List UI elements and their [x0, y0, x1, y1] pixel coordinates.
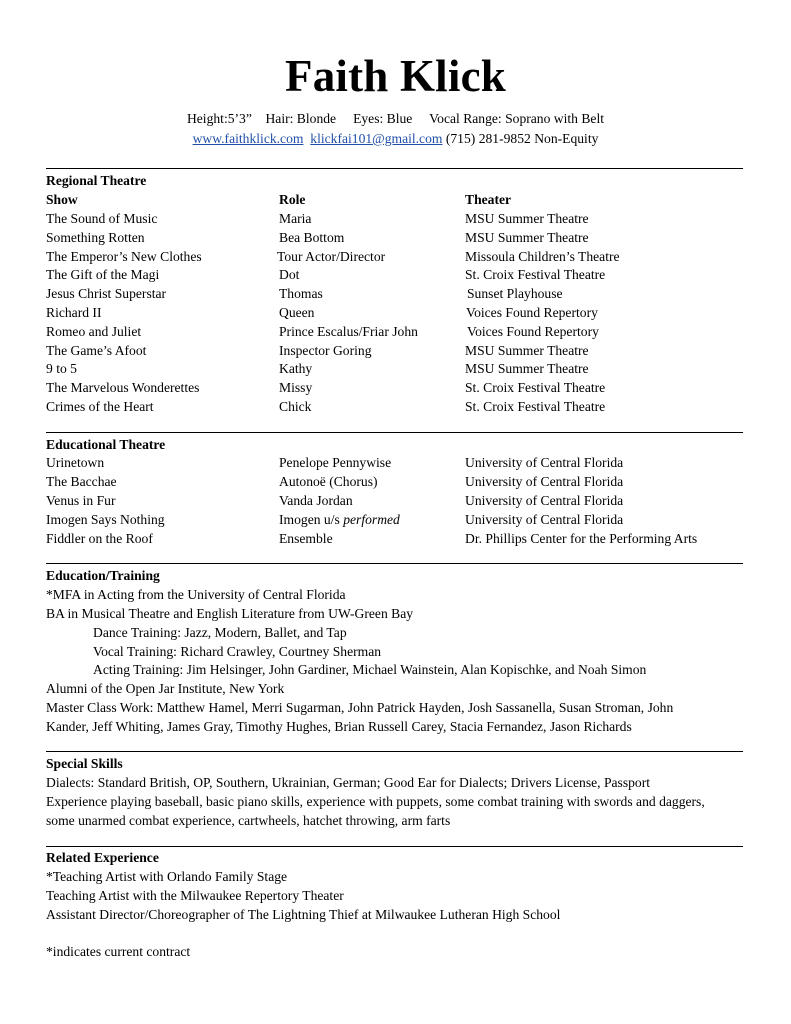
regional-show: Something Rotten: [46, 230, 145, 245]
section-divider: [46, 432, 743, 433]
regional-theater: MSU Summer Theatre: [465, 230, 589, 245]
footnote: *indicates current contract: [46, 944, 191, 959]
phone-union: (715) 281-9852 Non-Equity: [445, 131, 599, 146]
regional-show: Romeo and Juliet: [46, 324, 142, 339]
physical-stats: Height:5’3” Hair: Blonde Eyes: Blue Vocal Range: Soprano with Belt: [186, 111, 605, 126]
performed-note: performed: [343, 512, 400, 527]
educational-role: Imogen u/s: [279, 512, 340, 527]
skills-line: Dialects: Standard British, OP, Southern, Ukrainian, German; Good Ear for Dialects; Drivers License, Passport: [46, 775, 651, 790]
educational-show: Fiddler on the Roof: [46, 531, 153, 546]
section-divider: [46, 563, 743, 564]
col-header-role: Role: [279, 192, 306, 207]
regional-show: Jesus Christ Superstar: [46, 286, 167, 301]
education-line: Alumni of the Open Jar Institute, New York: [46, 681, 285, 696]
education-line: BA in Musical Theatre and English Literature from UW-Green Bay: [46, 606, 414, 621]
regional-show: 9 to 5: [46, 361, 77, 376]
related-title: Related Experience: [46, 850, 159, 865]
educational-theater: Dr. Phillips Center for the Performing Arts: [465, 531, 698, 546]
regional-theater: St. Croix Festival Theatre: [465, 380, 606, 395]
section-divider: [46, 846, 743, 847]
educational-show: The Bacchae: [46, 474, 117, 489]
regional-role: Bea Bottom: [279, 230, 345, 245]
section-divider: [46, 168, 743, 169]
educational-role: Vanda Jordan: [279, 493, 353, 508]
col-header-show: Show: [46, 192, 78, 207]
regional-show: The Marvelous Wonderettes: [46, 380, 200, 395]
education-line: Kander, Jeff Whiting, James Gray, Timothy Hughes, Brian Russell Carey, Stacia Fernandez, Jason Richards: [46, 719, 632, 734]
skills-line: Experience playing baseball, basic piano skills, experience with puppets, some combat training with swords and daggers,: [46, 794, 705, 809]
regional-role: Dot: [279, 267, 300, 282]
educational-show: Venus in Fur: [46, 493, 116, 508]
regional-theater: MSU Summer Theatre: [465, 361, 589, 376]
regional-theater: St. Croix Festival Theatre: [465, 267, 606, 282]
regional-theater: St. Croix Festival Theatre: [465, 399, 606, 414]
educational-role: Ensemble: [279, 531, 333, 546]
regional-role: Chick: [279, 399, 312, 414]
education-line: Master Class Work: Matthew Hamel, Merri Sugarman, John Patrick Hayden, Josh Sassanella, Susan Stroman, John: [46, 700, 674, 715]
regional-theater: Sunset Playhouse: [467, 286, 563, 301]
website-link[interactable]: www.faithklick.com: [192, 131, 304, 146]
contact-line: [0, 130, 791, 148]
related-line: Teaching Artist with the Milwaukee Repertory Theater: [46, 888, 344, 903]
regional-show: Crimes of the Heart: [46, 399, 154, 414]
regional-show: Richard II: [46, 305, 102, 320]
regional-role: Queen: [279, 305, 315, 320]
educational-show: Urinetown: [46, 455, 105, 470]
educational-theater: University of Central Florida: [465, 512, 624, 527]
related-line: *Teaching Artist with Orlando Family Stage: [46, 869, 288, 884]
education-line: Acting Training: Jim Helsinger, John Gardiner, Michael Wainstein, Alan Kopischke, and Noah Simon: [93, 662, 647, 677]
regional-title: Regional Theatre: [46, 173, 147, 188]
regional-theater: MSU Summer Theatre: [465, 343, 589, 358]
regional-role: Maria: [279, 211, 312, 226]
educational-role-with-note: [279, 511, 400, 529]
related-line: Assistant Director/Choreographer of The Lightning Thief at Milwaukee Lutheran High School: [46, 907, 561, 922]
educational-theater: University of Central Florida: [465, 474, 624, 489]
educational-role: Autonoë (Chorus): [279, 474, 378, 489]
regional-theater: Missoula Children’s Theatre: [465, 249, 620, 264]
skills-line: some unarmed combat experience, cartwheels, hatchet throwing, arm farts: [46, 813, 451, 828]
education-line: *MFA in Acting from the University of Central Florida: [46, 587, 346, 602]
education-line: Dance Training: Jazz, Modern, Ballet, and Tap: [93, 625, 347, 640]
regional-show: The Gift of the Magi: [46, 267, 160, 282]
education-title: Education/Training: [46, 568, 160, 583]
educational-role: Penelope Pennywise: [279, 455, 392, 470]
regional-role: Prince Escalus/Friar John: [279, 324, 418, 339]
email-link[interactable]: klickfai101@gmail.com: [310, 131, 443, 146]
regional-show: The Sound of Music: [46, 211, 158, 226]
resume-name: Faith Klick: [285, 51, 506, 101]
regional-theater: MSU Summer Theatre: [465, 211, 589, 226]
section-divider: [46, 751, 743, 752]
regional-role: Missy: [279, 380, 313, 395]
regional-role: Tour Actor/Director: [277, 249, 386, 264]
regional-theater: Voices Found Repertory: [467, 324, 599, 339]
regional-role: Kathy: [279, 361, 313, 376]
regional-show: The Game’s Afoot: [46, 343, 147, 358]
educational-theater: University of Central Florida: [465, 493, 624, 508]
col-header-theater: Theater: [465, 192, 512, 207]
educational-theater: University of Central Florida: [465, 455, 624, 470]
educational-title: Educational Theatre: [46, 437, 166, 452]
regional-show: The Emperor’s New Clothes: [46, 249, 202, 264]
regional-role: Thomas: [279, 286, 323, 301]
skills-title: Special Skills: [46, 756, 123, 771]
education-line: Vocal Training: Richard Crawley, Courtney Sherman: [93, 644, 382, 659]
regional-theater: Voices Found Repertory: [466, 305, 598, 320]
regional-role: Inspector Goring: [279, 343, 372, 358]
educational-show: Imogen Says Nothing: [46, 512, 165, 527]
